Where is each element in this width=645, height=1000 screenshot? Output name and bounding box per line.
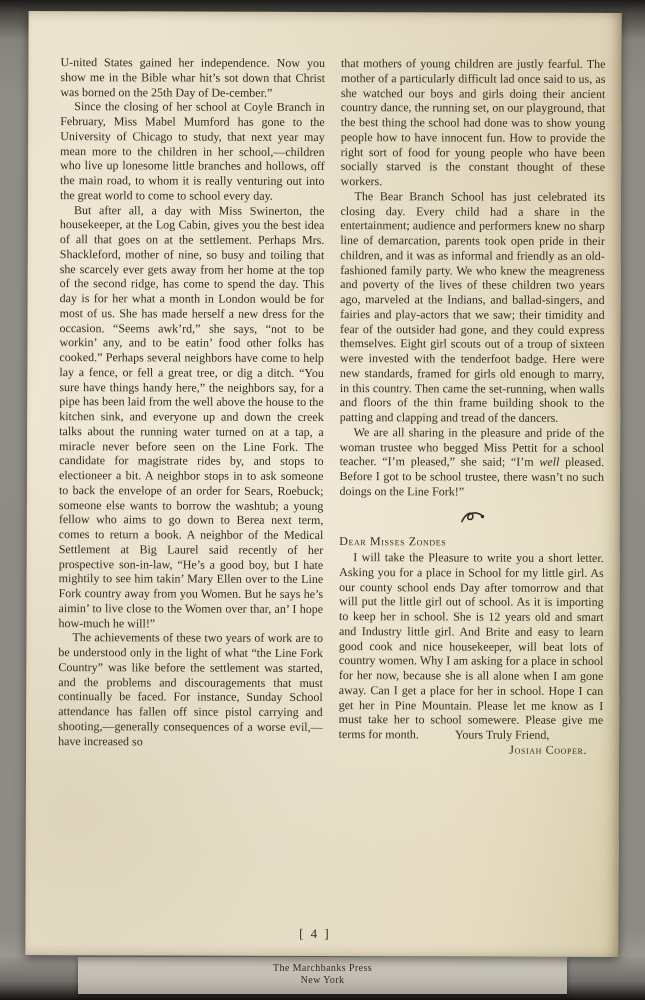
page-number: [ 4 ]	[299, 925, 331, 942]
section-ornament-icon	[339, 509, 604, 530]
letter-signoff: Yours Truly Friend,	[454, 727, 550, 742]
right-column	[339, 56, 606, 757]
page-body	[26, 11, 622, 758]
printer-imprint-city: New York	[300, 975, 345, 986]
paragraph-mumford: Since the closing of her school at Coyle Branch in February, Miss Mabel Mumford has gone to the University of Chicago to study, that next year may mean more to the children in her school,—children who live up lonesome little branches and hollows, off the main road, to whom it is really venturing out into the great world to come to school every day.	[59, 99, 325, 203]
trustee-text-after: pleased. Before I got to be school trustee, there wasn’t no such doings on the Line Fork!”	[339, 455, 605, 499]
paragraph-achievements: The achievements of these two years of work are to be understood only in the light of what “the Line Fork Country” was like before the settlement was started, and the problems and discouragements that must continually be faced. For instance, Sunday School attendance has fallen off since pistol carrying and shooting,—generally consequences of a worse evil,—have increased so	[58, 630, 323, 748]
emphasized-word: well	[539, 455, 560, 470]
paragraph-quote-end: U-nited States gained her independence. Now you show me in the Bible whar hit’s sot down that Christ was borned on the 25th Day of De-cember.”	[60, 55, 325, 100]
letter-signature: Josiah Cooper.	[509, 742, 588, 757]
trustee-text-before: We are all sharing in the pleasure and pride of the woman trustee who begged Miss Pettit for a school teacher. “I’m pleased,” she said; “I’m	[339, 424, 605, 470]
letter-body-paragraph	[339, 550, 604, 743]
paragraph-mothers-fearful: that mothers of young children are justly fearful. The mother of a particularly difficult lad once said to us, as she watched our boys and girls doing their ancient country dance, the running set, on our playground, that the best thing the school had done was to show young people how to have innocent fun. How to provide the right sort of food for young people who have been socially starved is the constant thought of these workers.	[340, 56, 606, 189]
printer-imprint-press: The Marchbanks Press	[272, 963, 373, 974]
document-page	[25, 11, 621, 957]
letter-body-text: I will take the Pleasure to write you a short letter. Asking you for a place in School for my little girl. As our county school ends Day after tomorrow and that will put the little girl out of school. As it is importing to keep her in school. She is 12 years old and smart and Industry little girl. And Brite and easy to learn good cook and nice housekeeper, will beat lots of country women. Why I am asking for a place in school for her now, because she is all alone when I am gone away. Can I get a place for her in school. Hope I can get her in Pine Mountain. Please let me know as I must take her to school somewere. Please give me terms for month.	[338, 550, 604, 742]
letter-salutation: Dear Misses Zondes	[339, 534, 447, 549]
paragraph-bear-branch-school: The Bear Branch School has just celebrated its closing day. Every child had a share in the entertainment; audience and performers knew no sharp line of demarcation, parents took open pride in their children, and it was as informal and friendly as an old-fashioned family party. We who knew the meagreness and poverty of the lives of these children two years ago, marveled at the Indians, and ballad-singers, and fairies and play-actors that we saw; their timidity and fear of the outsider had gone, and they could express themselves. Eight girl scouts out of a troup of sixteen were invested with the tenderfoot badge. Here were new standards, framed for girls old enough to marry, in this country. Then came the set-running, when walls and floors of the thin frame building shook to the patting and clapping and tread of the dancers.	[339, 188, 606, 425]
paragraph-woman-trustee	[339, 425, 604, 500]
paragraph-log-cabin-day: But after all, a day with Miss Swinerton, the housekeeper, at the Log Cabin, gives you the best idea of all that goes on at the settlement. Perhaps Mrs. Shackleford, mother of nine, so busy and toiling that she scarcely ever gets away from her home at the top of the second ridge, has come to spend the day. This day is for her what a month in London would be for most of us. She has made herself a new dress for the occasion. “Seems awk’rd,” she says, “not to be workin’ any, and to be eatin’ food other folks has cooked.” Perhaps several neighbors have come to help lay a fence, or fell a great tree, or dig a ditch. “You sure have things handy here,” the neighbors say, for a pipe has been laid from the well above the house to the kitchen sink, and everyone up and down the creek talks about the running water turned on at a tap, a miracle never before seen on the Line Fork. The candidate for magistrate rides by, and stops to electioneer a bit. A neighbor stops in to ask someone to back the envelope of an order for Sears, Roebuck; someone else wants to borrow the washtub; a young fellow who aims to go down to Berea next term, comes to return a book. A neighbor of the Medical Settlement at Big Laurel said recently of her prospective son-in-law, “He’s a good boy, but I hate mightily to see him takin’ Mary Ellen over to the Line Fork country away from you Women. But he says he’s aimin’ to live close to the Women over thar, an’ I hope how-much he will!”	[58, 202, 325, 630]
printer-imprint	[0, 963, 645, 987]
left-column	[58, 55, 325, 756]
